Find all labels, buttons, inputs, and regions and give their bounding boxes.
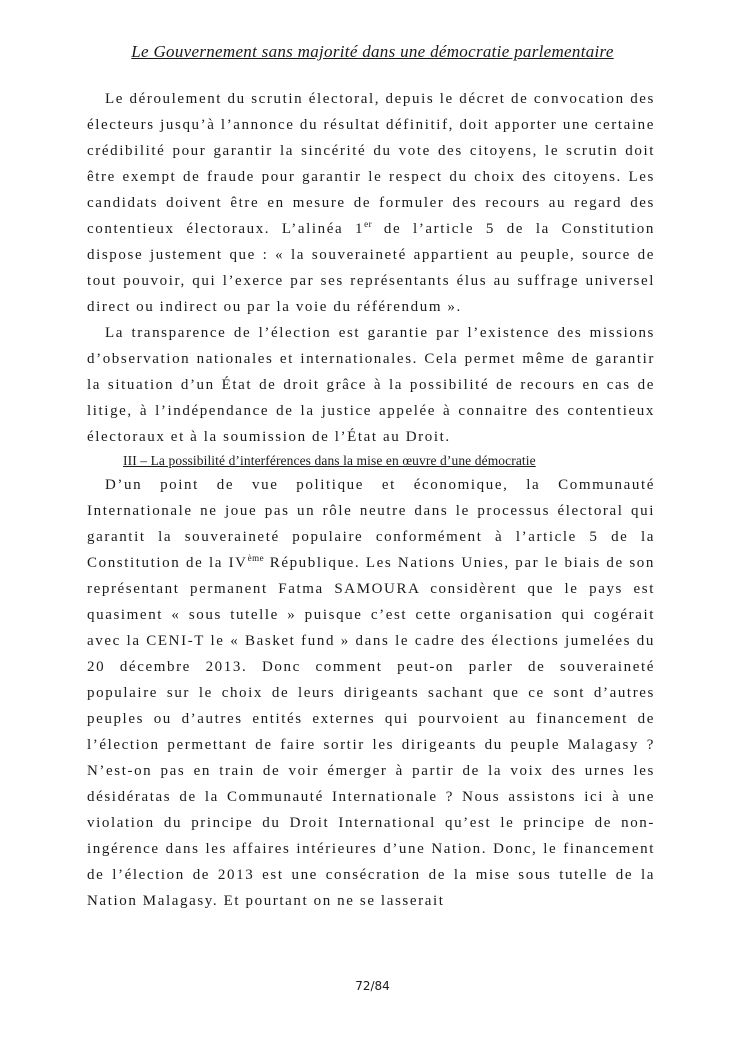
- paragraph-transparence: La transparence de l’élection est garantie par l’existence des missions d’observation nationales et internationales. Cela permet même de garantir la situation d’un État de droit grâce à la possibilité de recours en cas de litige, à l’indépendance de la justice appelée à connaitre des contentieux électoraux et à la soumission de l’État au Droit.: [87, 325, 655, 445]
- superscript: er: [364, 219, 373, 229]
- superscript: ème: [247, 553, 265, 563]
- section-heading: III – La possibilité d’interférences dans la mise en œuvre d’une démocratie: [123, 453, 536, 468]
- page-body: [87, 86, 655, 914]
- paragraph-text: Le déroulement du scrutin électoral, depuis le décret de convocation des électeurs jusqu’à l’annonce du résultat définitif, doit apporter une certaine crédibilité pour garantir la sincérité du vote des citoyens, le scrutin doit être exempt de fraude pour garantir le respect du choix des citoyens. Les candidats doivent être en mesure de formuler des recours au regard des contentieux électoraux. L’alinéa 1: [87, 91, 655, 237]
- page-number: 72/84: [355, 979, 390, 993]
- paragraph-text: République. Les Nations Unies, par le biais de son représentant permanent Fatma SAMOURA considèrent que le pays est quasiment « sous tutelle » puisque c’est cette organisation qui cogérait avec la CENI-T le « Basket fund » dans le cadre des élections jumelées du 20 décembre 2013. Donc comment peut-on parler de souveraineté populaire sur le choix de leurs dirigeants sachant que ce sont d’autres peuples ou d’autres entités externes qui pourvoient au financement de l’élection permettant de faire sortir les dirigeants du peuple Malagasy ? N’est-on pas en train de voir émerger à partir de la voix des urnes les désidératas de la Communauté Internationale ? Nous assistons ici à une violation du principe du Droit International qu’est le principe de non-ingérence dans les affaires intérieures d’une Nation. Donc, le financement de l’élection de 2013 est une consécration de la mise sous tutelle de la Nation Malagasy. Et pourtant on ne se lasserait: [87, 555, 656, 909]
- paragraph-text: de l’article 5 de la Constitution dispose justement que : « la souveraineté appartient au peuple, source de tout pouvoir, qui l’exerce par ses représentants élus au suffrage universel direct ou indirect ou par la voie du référendum ».: [87, 221, 655, 315]
- paragraph-text: D’un point de vue politique et économique, la Communauté Internationale ne joue pas un rôle neutre dans le processus électoral qui garantit la souveraineté populaire conformément à l’article 5 de la Constitution de la IV: [87, 477, 655, 571]
- running-header: Le Gouvernement sans majorité dans une démocratie parlementaire: [131, 42, 614, 61]
- paragraph-scrutin: [87, 86, 655, 320]
- paragraph-communaute: [87, 472, 655, 914]
